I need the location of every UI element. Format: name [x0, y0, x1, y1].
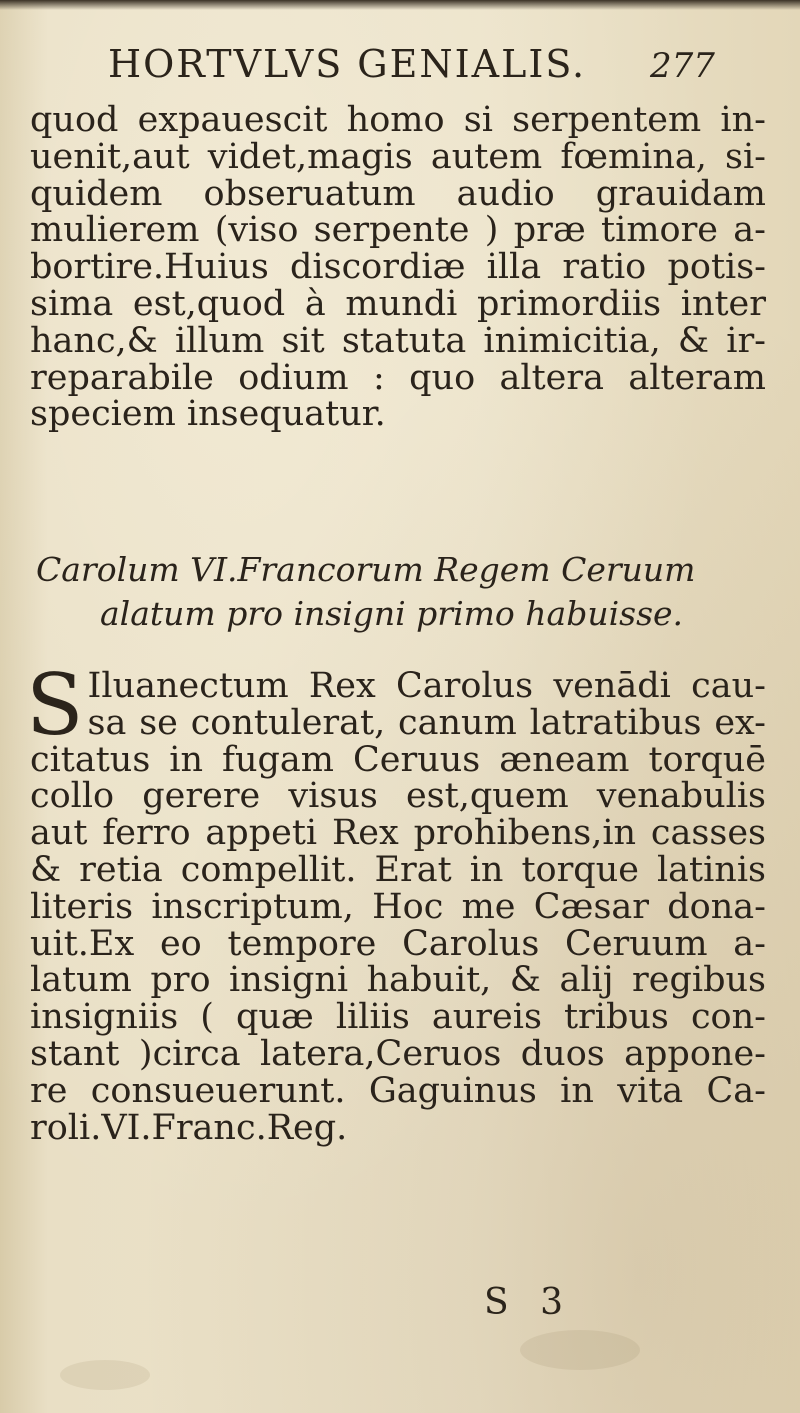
page-number: 277	[650, 46, 715, 86]
text-line: mulierem (viso serpente ) præ timore a-	[30, 210, 766, 251]
page-header	[0, 42, 800, 102]
text-line: & retia compellit. Erat in torque latinis	[30, 849, 766, 890]
text-line: roli.VI.Franc.Reg.	[30, 1107, 348, 1148]
text-line: uit.Ex eo tempore Carolus Ceruum a-	[30, 923, 766, 964]
text-line: literis inscriptum, Hoc me Cæsar dona-	[30, 886, 766, 927]
text-line: latum pro insigni habuit, & alij regibus	[30, 960, 766, 1001]
text-line: speciem insequatur.	[30, 394, 386, 435]
drop-cap: S	[26, 656, 84, 754]
text-line: reparabile odium : quo altera alteram	[30, 357, 766, 398]
signature-mark: S 3	[484, 1282, 574, 1323]
text-line: re consueuerunt. Gaguinus in vita Ca-	[30, 1070, 766, 1111]
section-heading	[36, 548, 776, 636]
text-line: quod expauescit homo si serpentem in-	[30, 100, 766, 140]
text-line: uenit,aut videt,magis autem fœmina, si-	[30, 136, 766, 177]
page-top-shadow	[0, 0, 800, 10]
paper-stain	[520, 1330, 640, 1370]
running-title: HORTVLVS GENIALIS.	[108, 42, 587, 86]
text-line: stant )circa latera,Ceruos duos appone-	[30, 1033, 766, 1074]
heading-line: Carolum VI.Francorum Regem Ceruum	[36, 550, 696, 589]
text-line: aut ferro appeti Rex prohibens,in casses	[30, 813, 766, 854]
paragraph-carolus	[26, 656, 766, 1148]
heading-line: alatum pro insigni primo habuisse.	[100, 594, 684, 633]
text-line: sa se contulerat, canum latratibus ex-	[87, 702, 766, 743]
text-line: bortire.Huius discordiæ illa ratio potis-	[30, 247, 766, 288]
text-line: sima est,quod à mundi primordiis inter	[30, 283, 766, 324]
text-line: insigniis ( quæ liliis aureis tribus con-	[30, 997, 766, 1038]
paragraph-serpent	[30, 102, 766, 433]
text-line: Iluanectum Rex Carolus venādi cau-	[87, 666, 766, 706]
text-line: collo gerere visus est,quem venabulis	[30, 776, 766, 817]
text-line: quidem obseruatum audio grauidam	[30, 173, 766, 214]
paper-stain	[60, 1360, 150, 1390]
text-line: citatus in fugam Ceruus æneam torquē	[30, 739, 766, 780]
text-line: hanc,& illum sit statuta inimicitia, & ir-	[30, 320, 766, 361]
